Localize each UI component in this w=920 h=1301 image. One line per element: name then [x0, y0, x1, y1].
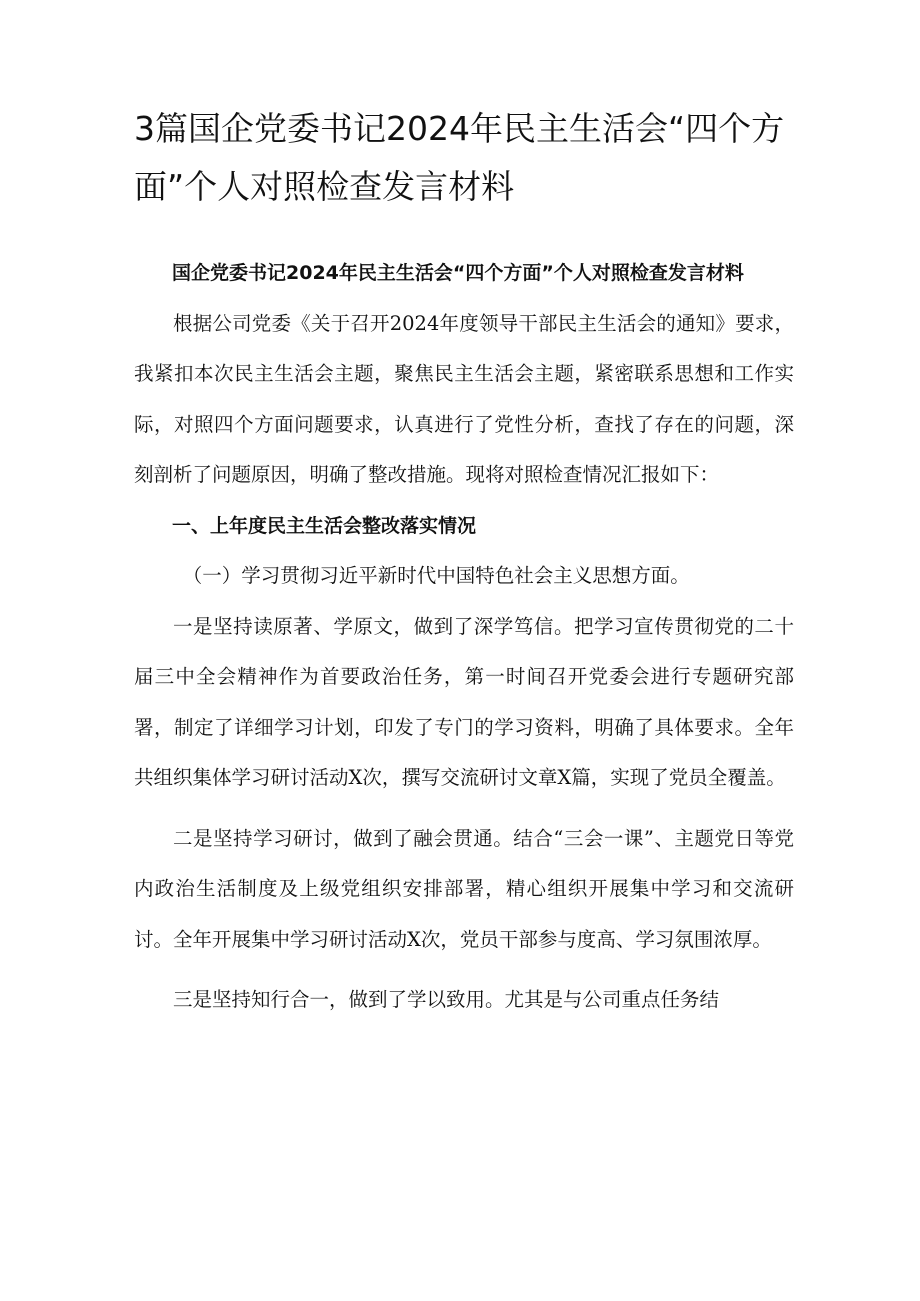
document-body	[134, 248, 794, 1026]
section-heading-1: 一、上年度民主生活会整改落实情况	[172, 514, 477, 537]
subsection-heading-1: （一）学习贯彻习近平新时代中国特色社会主义思想方面。	[182, 564, 690, 587]
section-heading-main: 国企党委书记2024年民主生活会“四个方面”个人对照检查发言材料	[172, 262, 744, 284]
paragraph-point-1: 一是坚持读原著、学原文，做到了深学笃信。把学习宣传贯彻党的二十届三中全会精神作为首要政治任务，第一时间召开党委会进行专题研究部署，制定了详细学习计划，印发了专门的学习资料，明确了具体要求。全年共组织集体学习研讨活动X次，撰写交流研讨文章X篇，实现了党员全覆盖。	[134, 614, 794, 789]
paragraph-point-3: 三是坚持知行合一，做到了学以致用。尤其是与公司重点任务结	[173, 988, 720, 1011]
paragraph-point-2: 二是坚持学习研讨，做到了融会贯通。结合“三会一课”、主题党日等党内政治生活制度及上级党组织安排部署，精心组织开展集中学习和交流研讨。全年开展集中学习研讨活动X次，党员干部参与度高、学习氛围浓厚。	[134, 826, 794, 951]
document-title: 3篇国企党委书记2024年民主生活会“四个方面”个人对照检查发言材料	[134, 109, 785, 206]
paragraph-intro: 根据公司党委《关于召开2024年度领导干部民主生活会的通知》要求，我紧扣本次民主生活会主题，聚焦民主生活会主题，紧密联系思想和工作实际，对照四个方面问题要求，认真进行了党性分析，查找了存在的问题，深刻剖析了问题原因，明确了整改措施。现将对照检查情况汇报如下：	[134, 311, 794, 486]
